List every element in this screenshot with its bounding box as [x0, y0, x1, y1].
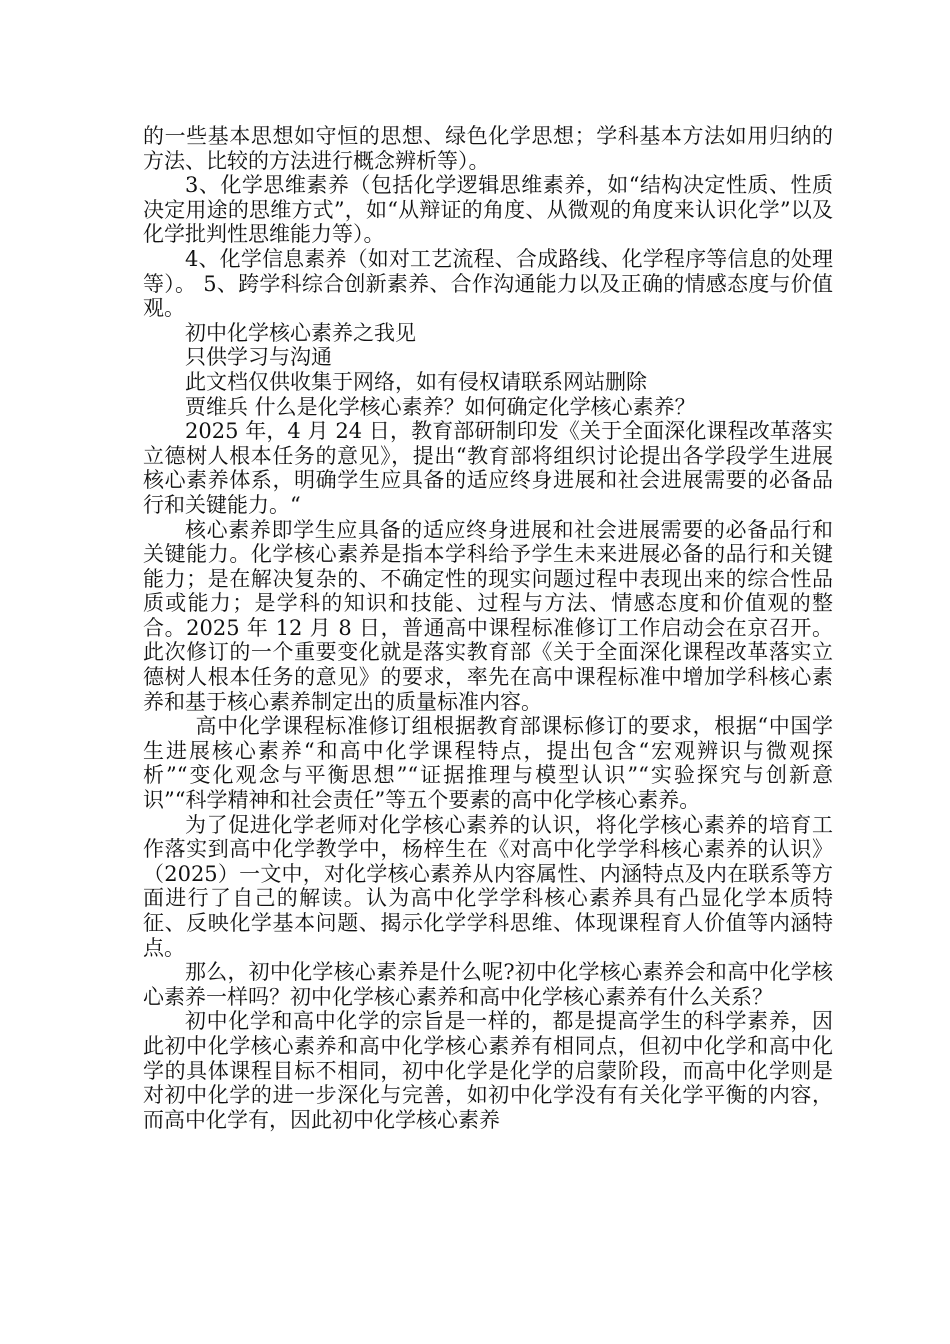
author-question-line: 贾维兵 什么是化学核心素养？如何确定化学核心素养？ — [185, 394, 696, 419]
paragraph-question: 那么，初中化学核心素养是什么呢?初中化学核心素养会和高中化学核心素养一样吗？初中化学核心素养和高中化学核心素养有什么关系？ — [143, 960, 833, 1009]
paragraph-basic-methods: 的一些基本思想如守恒的思想、绿色化学思想；学科基本方法如用归纳的方法、比较的方法进行概念辨析等）。 — [143, 124, 833, 173]
notice-study-only: 只供学习与沟通 — [185, 345, 332, 370]
paragraph-core-literacy-definition: 核心素养即学生应具备的适应终身进展和社会进展需要的必备品行和关键能力。化学核心素养是指本学科给予学生未来进展必备的品行和关键能力；是在解决复杂的、不确定性的现实问题过程中表现出来的综合性品质或能力；是学科的知识和技能、过程与方法、情感态度和价值观的整合。2025 年 12 月 8 日，普通高中课程标准修订工作启动会在京召开。此次修订的一个重要变化就是落实教育部《关于全面深化课程改革落实立德树人根本任务的意见》的要求，率先在高中课程标准中增加学科核心素养和基于核心素养制定出的质量标准内容。 — [143, 517, 833, 714]
paragraph-ministry-opinion: 2025 年，4 月 24 日，教育部研制印发《关于全面深化课程改革落实立德树人根本任务的意见》，提出“教育部将组织讨论提出各学段学生进展核心素养体系，明确学生应具备的适应终身进展和社会进展需要的必备品行和关键能力。“ — [143, 419, 833, 517]
document-body — [143, 124, 833, 1132]
paragraph-yang-interpretation: 为了促进化学老师对化学核心素养的认识，将化学核心素养的培育工作落实到高中化学教学中，杨梓生在《对高中化学学科核心素养的认识》（2025）一文中，对化学核心素养从内容属性、内涵特点及内在联系等方面进行了自己的解读。认为高中化学学科核心素养具有凸显化学本质特征、反映化学基本问题、揭示化学学科思维、体现课程育人价值等内涵特点。 — [143, 812, 833, 960]
notice-copyright: 此文档仅供收集于网络，如有侵权请联系网站删除 — [185, 369, 647, 394]
paragraph-comparison: 初中化学和高中化学的宗旨是一样的，都是提高学生的科学素养，因此初中化学核心素养和高中化学核心素养有相同点，但初中化学和高中化学的具体课程目标不相同，初中化学是化学的启蒙阶段，而高中化学则是对初中化学的进一步深化与完善，如初中化学没有有关化学平衡的内容，而高中化学有，因此初中化学核心素养 — [143, 1009, 833, 1132]
article-title: 初中化学核心素养之我见 — [185, 320, 416, 345]
paragraph-thinking-literacy: 3、化学思维素养（包括化学逻辑思维素养，如“结构决定性质、性质决定用途的思维方式”，如“从辩证的角度、从微观的角度来认识化学”以及化学批判性思维能力等）。 — [143, 173, 833, 247]
paragraph-information-literacy: 4、化学信息素养（如对工艺流程、合成路线、化学程序等信息的处理等）。 5、跨学科综合创新素养、合作沟通能力以及正确的情感态度与价值观。 — [143, 246, 833, 321]
paragraph-curriculum-standard: 高中化学课程标准修订组根据教育部课标修订的要求，根据“中国学生进展核心素养“和高中化学课程特点，提出包含“宏观辨识与微观探析”“变化观念与平衡思想”“证据推理与模型认识”“实验探究与创新意识”“科学精神和社会责任”等五个要素的高中化学核心素养。 — [143, 714, 833, 813]
